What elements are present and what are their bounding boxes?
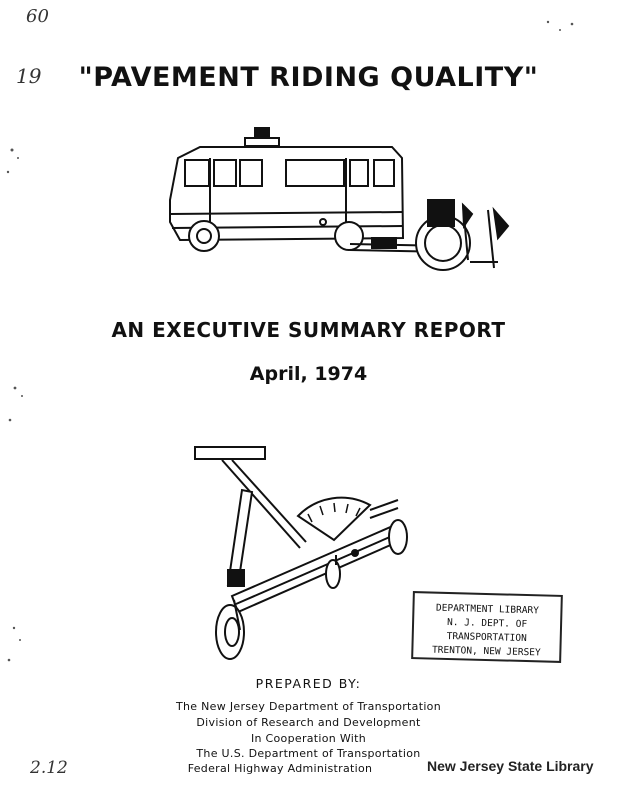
credit-line: In Cooperation With (250, 732, 367, 745)
credit-line: The New Jersey Department of Transportation (176, 700, 441, 713)
report-title: "PAVEMENT RIDING QUALITY" (78, 62, 539, 93)
stamp-line: N. J. DEPT. OF TRANSPORTATION (446, 616, 528, 645)
credit-line: The U.S. Department of Transportation (196, 747, 421, 760)
profilometer-illustration (195, 447, 407, 659)
prepared-by-label: PREPARED BY: (255, 676, 362, 691)
margin-note-top: 60 (26, 6, 49, 27)
library-stamp (411, 591, 563, 663)
report-date: April, 1974 (249, 363, 368, 385)
stamp-line: DEPARTMENT LIBRARY (435, 602, 540, 617)
credit-line: Federal Highway Administration (187, 762, 373, 775)
library-label: New Jersey State Library (427, 758, 594, 774)
margin-note-side: 19 (16, 64, 42, 88)
report-subtitle: AN EXECUTIVE SUMMARY REPORT (111, 318, 506, 342)
stamp-line: TRENTON, NEW JERSEY (431, 644, 541, 659)
credit-line: Division of Research and Development (196, 716, 421, 729)
van-illustration (170, 128, 508, 270)
margin-note-bottom: 2.12 (30, 758, 68, 778)
